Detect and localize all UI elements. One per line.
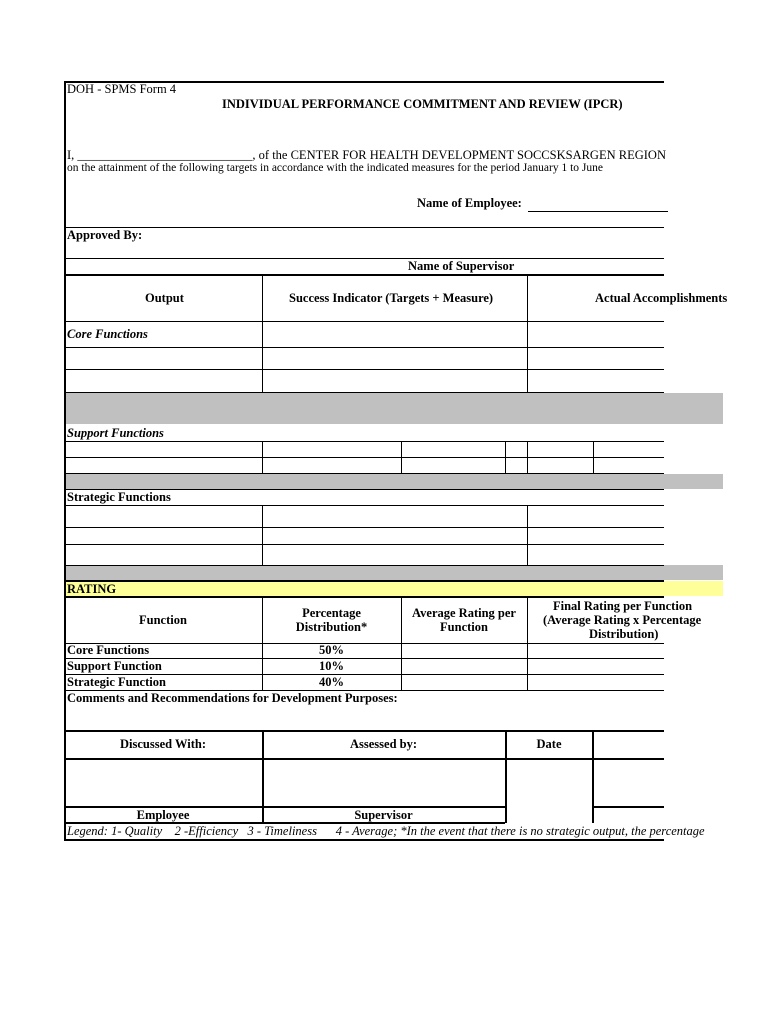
rating-label: RATING [67, 582, 117, 596]
name-of-supervisor-label: Name of Supervisor [408, 259, 515, 273]
name-of-employee-label: Name of Employee: [417, 196, 522, 210]
rating-header-final-2: (Average Rating x Percentage [543, 613, 702, 627]
date-label: Date [536, 737, 562, 751]
section-support-functions: Support Functions [67, 426, 164, 440]
rating-header-average-1: Average Rating per [412, 606, 516, 620]
rating-row-core-function: Core Functions [67, 643, 150, 657]
comments-label: Comments and Recommendations for Development Purposes: [67, 691, 398, 705]
legend-text: Legend: 1- Quality 2 -Efficiency 3 - Timeliness 4 - Average; *In the event that there is no strategic output, the percentage [67, 824, 705, 838]
rating-header-percentage-2: Distribution* [295, 620, 368, 634]
rating-row-strategic-function: Strategic Function [67, 675, 166, 689]
discussed-with-label: Discussed With: [119, 737, 207, 751]
employee-label: Employee [136, 808, 190, 822]
form-code: DOH - SPMS Form 4 [67, 82, 177, 96]
approved-by-label: Approved By: [67, 228, 143, 242]
supervisor-label: Supervisor [354, 808, 413, 822]
assessed-by-label: Assessed by: [349, 737, 418, 751]
rating-row-core-percentage: 50% [319, 643, 344, 657]
header-success-indicator: Success Indicator (Targets + Measure) [289, 291, 494, 305]
header-output: Output [145, 291, 184, 305]
section-strategic-functions: Strategic Functions [67, 490, 171, 504]
statement-line-1: I, ____________________________, of the CENTER FOR HEALTH DEVELOPMENT SOCCSKSARGEN REGION [67, 148, 666, 162]
form-title: INDIVIDUAL PERFORMANCE COMMITMENT AND REVIEW (IPCR) [222, 97, 623, 111]
header-actual-accomplishments: Actual Accomplishments [595, 291, 728, 305]
rating-header-function: Function [139, 613, 187, 627]
section-core-functions: Core Functions [67, 327, 148, 341]
employee-name-line [528, 211, 668, 212]
rating-header-final-3: Distribution) [589, 627, 659, 641]
rating-row-support-function: Support Function [67, 659, 162, 673]
rating-header-percentage-1: Percentage [302, 606, 361, 620]
rating-header-average-2: Function [440, 620, 488, 634]
statement-line-2: on the attainment of the following targets in accordance with the indicated measures for the period January 1 to June [67, 162, 603, 174]
rating-row-support-percentage: 10% [319, 659, 344, 673]
rating-header-final-1: Final Rating per Function [553, 599, 693, 613]
rating-row-strategic-percentage: 40% [319, 675, 344, 689]
